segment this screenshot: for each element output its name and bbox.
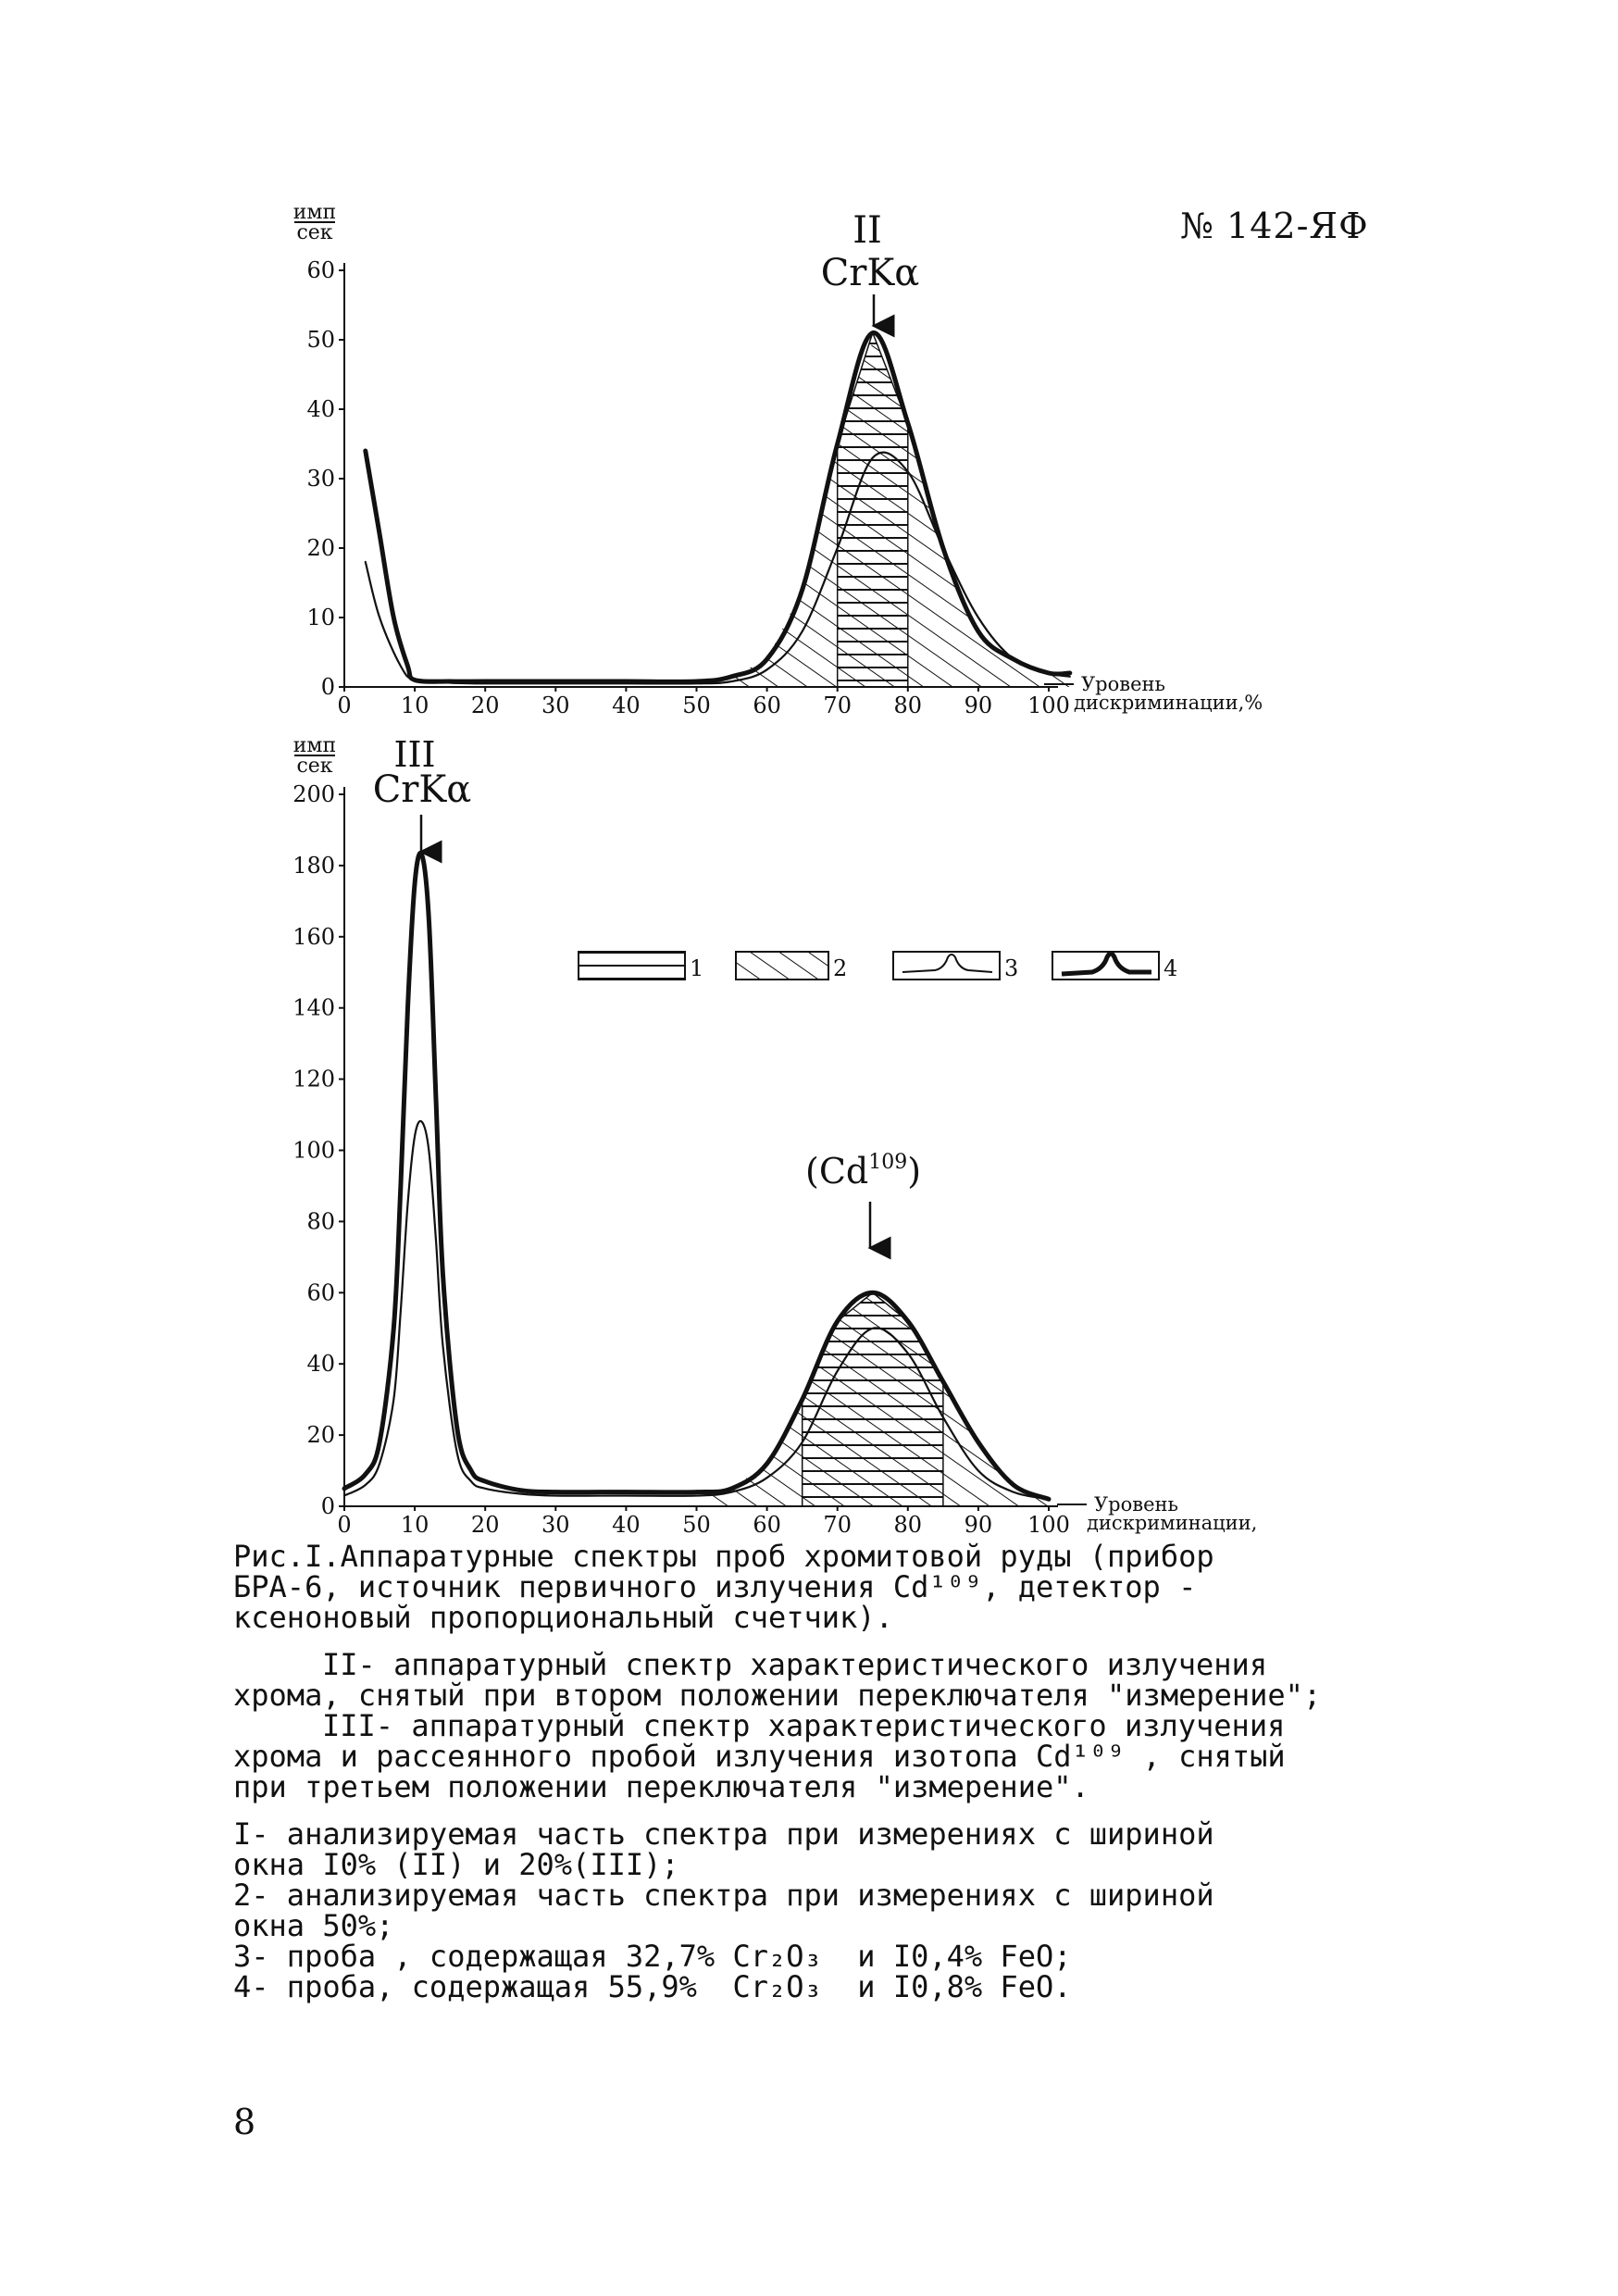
caption-spectrum-line: хрома, снятый при втором положении переключателя "измерение"; — [233, 1678, 1322, 1713]
caption-spectrum-line: хрома и рассеянного пробой излучения изотопа Cd¹⁰⁹ , снятый — [233, 1739, 1286, 1774]
legend-item-2 — [736, 952, 847, 981]
chart-bottom-x-label-line2: дискриминации, — [1087, 1512, 1258, 1534]
chart-top-x-tick-label: 20 — [470, 693, 500, 718]
caption-legend-line: окна 50%; — [233, 1908, 394, 1943]
chart-top-y-tick-label: 50 — [306, 327, 335, 353]
page-number: 8 — [233, 2102, 256, 2142]
caption-legend-line: 2- анализируемая часть спектра при измерениях с шириной — [233, 1878, 1214, 1913]
svg-text:(Cd109) — [805, 1151, 921, 1192]
chart-bottom-cd-superscript: 109 — [868, 1151, 908, 1174]
caption-legend-line: I- анализируемая часть спектра при измерениях с шириной — [233, 1816, 1214, 1852]
chart-bottom-y-tick-label: 80 — [306, 1208, 335, 1235]
chart-top-x-tick-label: 0 — [337, 693, 352, 718]
chart-bottom-peak-numeral: III — [393, 734, 436, 775]
chart-top-x-tick-label: 40 — [612, 693, 641, 718]
chart-bottom-y-tick-label: 60 — [306, 1279, 335, 1306]
chart-top-y-tick-label: 20 — [306, 535, 335, 561]
chart-bottom-x-tick-label: 90 — [964, 1512, 993, 1537]
chart-top-x-tick-label: 50 — [682, 693, 711, 718]
chart-bottom-x-tick-label: 40 — [612, 1512, 641, 1537]
chart-bottom-y-tick-label: 200 — [292, 781, 335, 807]
chart-bottom-x-tick-label: 80 — [893, 1512, 923, 1537]
chart-bottom — [292, 734, 1257, 1537]
chart-bottom-x-label-line1: Уровень — [1094, 1493, 1178, 1516]
chart-bottom-x-tick-label: 70 — [823, 1512, 852, 1537]
chart-bottom-cd-close: ) — [907, 1151, 922, 1192]
chart-bottom-y-tick-label: 120 — [292, 1066, 335, 1092]
chart-top-x-tick-label: 60 — [753, 693, 781, 718]
legend-item-3 — [893, 952, 1018, 981]
chart-top-peak-numeral: II — [853, 209, 882, 252]
chart-top-x-label-line1: Уровень — [1081, 673, 1165, 695]
chart-top-x-tick-label: 30 — [541, 693, 570, 718]
chart-bottom-x-tick-label: 10 — [400, 1512, 429, 1537]
legend — [579, 952, 1177, 981]
chart-bottom-x-tick-label: 100 — [1027, 1512, 1070, 1537]
chart-top-y-unit-bottom: сек — [296, 221, 333, 244]
legend-item-1 — [579, 952, 703, 981]
chart-bottom-y-unit-bottom: сек — [296, 755, 333, 778]
chart-top — [293, 201, 1263, 718]
chart-bottom-y-tick-label: 0 — [320, 1493, 335, 1519]
chart-bottom-x-tick-label: 30 — [541, 1512, 570, 1537]
caption-legend-line: окна I0% (II) и 20%(III); — [233, 1847, 679, 1882]
caption-spectrum-line: при третьем положении переключателя "измерение". — [233, 1769, 1089, 1804]
chart-top-y-tick-label: 0 — [320, 674, 335, 700]
chart-top-x-tick-label: 80 — [893, 693, 923, 718]
chart-top-y-tick-label: 40 — [306, 396, 335, 422]
chart-bottom-y-tick-label: 40 — [306, 1351, 335, 1378]
chart-bottom-x-tick-label: 60 — [753, 1512, 781, 1537]
caption-figure-line: БРА-6, источник первичного излучения Cd¹⁰⁹, детектор - — [233, 1569, 1197, 1604]
chart-bottom-y-tick-label: 100 — [292, 1137, 335, 1164]
legend-item-2-number: 2 — [833, 955, 848, 981]
document-number: № 142-ЯФ — [1180, 206, 1369, 246]
chart-top-x-label-line2: дискриминации,% — [1074, 692, 1263, 714]
chart-top-x-tick-label: 90 — [964, 693, 993, 718]
caption-figure-line: ксеноновый пропорциональный счетчик). — [233, 1600, 893, 1635]
caption-legend-line: 4- проба, содержащая 55,9% Cr₂O₃ и I0,8% FeO. — [233, 1969, 1072, 2004]
chart-top-peak-label: CrKα — [820, 252, 920, 294]
chart-top-y-tick-label: 60 — [306, 257, 335, 283]
chart-top-y-tick-label: 10 — [306, 605, 335, 630]
chart-top-y-unit-top: имп — [292, 201, 337, 224]
legend-item-1-number: 1 — [690, 955, 704, 981]
chart-bottom-x-tick-label: 0 — [337, 1512, 352, 1537]
chart-bottom-cd-annotation — [805, 1151, 921, 1192]
chart-bottom-x-tick-label: 20 — [470, 1512, 500, 1537]
caption-figure-line: Рис.I.Аппаратурные спектры проб хромитовой руды (прибор — [233, 1539, 1214, 1574]
chart-bottom-y-tick-label: 20 — [306, 1422, 335, 1449]
chart-bottom-x-tick-label: 50 — [682, 1512, 711, 1537]
chart-bottom-peak-label: CrKα — [372, 768, 472, 811]
caption-spectrum-line: III- аппаратурный спектр характеристического излучения — [322, 1708, 1286, 1743]
chart-bottom-y-tick-label: 160 — [292, 923, 335, 950]
legend-item-4-number: 4 — [1164, 955, 1178, 981]
chart-top-x-tick-label: 100 — [1027, 693, 1070, 718]
chart-bottom-y-tick-label: 140 — [292, 994, 335, 1021]
legend-item-3-number: 3 — [1004, 955, 1019, 981]
chart-bottom-hatched-areas — [711, 1292, 1063, 1506]
caption-spectrum-line: II- аппаратурный спектр характеристического излучения — [322, 1647, 1268, 1682]
chart-bottom-cd-label: (Cd — [805, 1151, 869, 1192]
chart-top-y-tick-label: 30 — [306, 466, 335, 492]
legend-item-4 — [1052, 952, 1177, 981]
caption-legend-line: 3- проба , содержащая 32,7% Cr₂O₃ и I0,4% FeO; — [233, 1939, 1072, 1974]
chart-bottom-y-unit-top: имп — [292, 734, 337, 757]
figure-caption — [233, 1541, 1418, 2003]
chart-bottom-y-tick-label: 180 — [292, 852, 335, 879]
chart-top-x-tick-label: 70 — [823, 693, 852, 718]
chart-top-x-tick-label: 10 — [400, 693, 429, 718]
